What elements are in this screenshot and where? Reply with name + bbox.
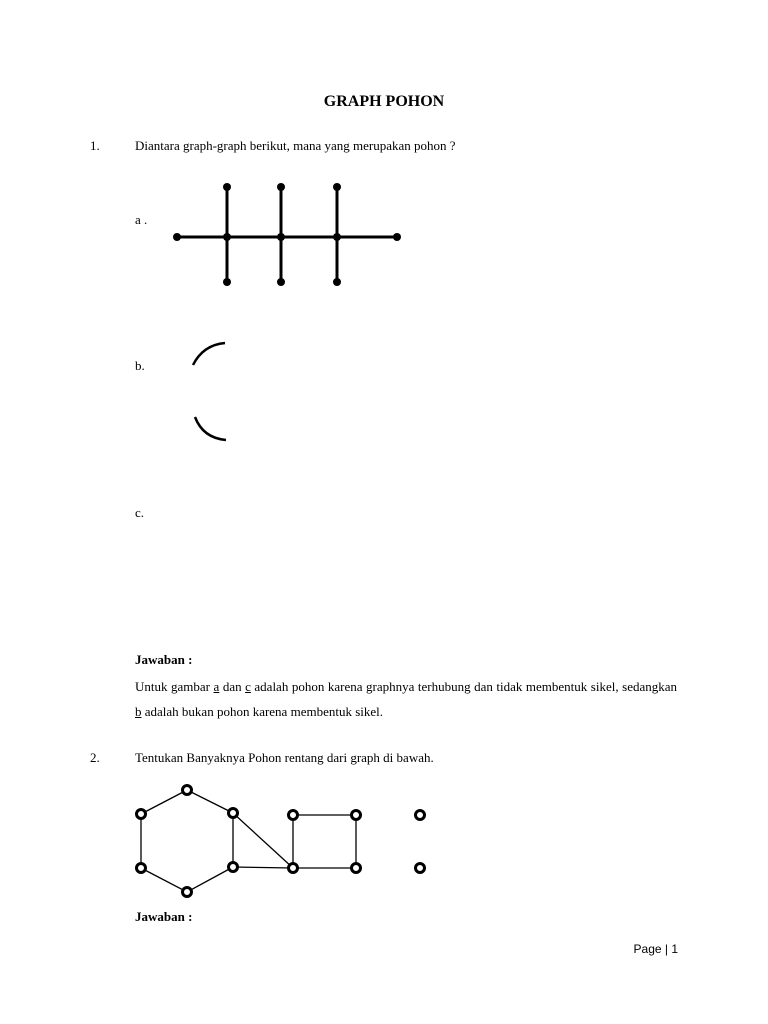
- option-a-label: a .: [135, 212, 148, 227]
- option-c-label: c.: [135, 505, 145, 520]
- page-number: Page | 1: [633, 942, 678, 956]
- page-title: GRAPH POHON: [323, 93, 445, 110]
- question-2-text: Tentukan Banyaknya Pohon rentang dari graph di bawah.: [135, 750, 434, 765]
- question-1-number: 1.: [90, 138, 100, 153]
- option-b-label: b.: [135, 358, 145, 373]
- answer-2-label: Jawaban :: [135, 909, 193, 924]
- question-2-number: 2.: [90, 750, 100, 765]
- question-1-text: Diantara graph-graph berikut, mana yang merupakan pohon ?: [135, 138, 456, 153]
- answer-1-text: Untuk gambar a dan c adalah pohon karena graphnya terhubung dan tidak membentuk sikel, sedangkan b adalah bukan pohon karena membentuk sikel.: [135, 679, 677, 719]
- answer-1-label: Jawaban :: [135, 652, 193, 667]
